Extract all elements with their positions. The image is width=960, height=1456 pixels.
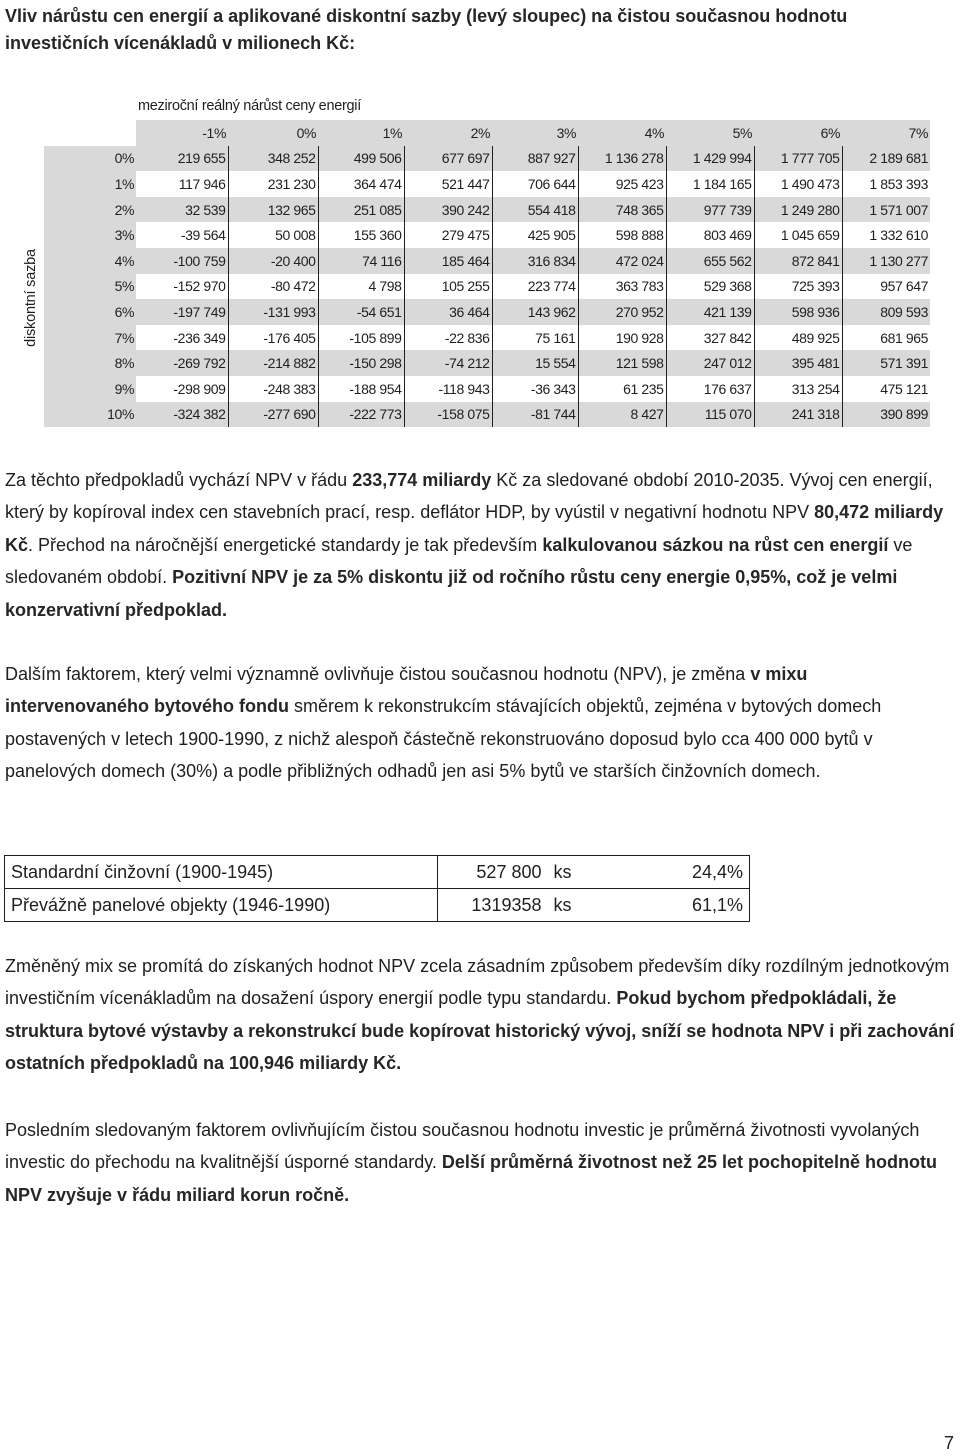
row-header: 8% <box>44 350 136 376</box>
table-cell: 1 332 610 <box>842 222 930 248</box>
table-cell: 748 365 <box>578 197 666 223</box>
table-cell: 155 360 <box>318 222 404 248</box>
table-cell: 421 139 <box>666 299 754 325</box>
table-cell: 8 427 <box>578 402 666 428</box>
table-cell: 499 506 <box>318 146 404 172</box>
table-cell: 957 647 <box>842 274 930 300</box>
table-cell: -131 993 <box>228 299 318 325</box>
table-cell: 2 189 681 <box>842 146 930 172</box>
table-cell: -324 382 <box>136 402 228 428</box>
table-cell: -150 298 <box>318 350 404 376</box>
table-cell: 15 554 <box>492 350 578 376</box>
table-row <box>44 299 930 325</box>
table-cell: -248 383 <box>228 376 318 402</box>
table-cell: 36 464 <box>404 299 492 325</box>
page-title: Vliv nárůstu cen energií a aplikované diskontní sazby (levý sloupec) na čistou současnou hodnotu investičních vícenákladů v milionech Kč: <box>5 6 848 53</box>
table-cell: 872 841 <box>754 248 842 274</box>
column-header: 7% <box>842 120 930 146</box>
table-cell: 725 393 <box>754 274 842 300</box>
mix-count: 527 800 <box>438 856 548 889</box>
table-cell: -158 075 <box>404 402 492 428</box>
table-cell: 247 012 <box>666 350 754 376</box>
table-cell: 1 490 473 <box>754 171 842 197</box>
npv-sensitivity-table <box>0 90 960 435</box>
row-header: 9% <box>44 376 136 402</box>
housing-mix-table <box>4 855 750 922</box>
table-cell: 395 481 <box>754 350 842 376</box>
mix-unit: ks <box>548 889 608 922</box>
table-cell: 390 899 <box>842 402 930 428</box>
row-header: 1% <box>44 171 136 197</box>
paragraph-mix-impact: Změněný mix se promítá do získaných hodnot NPV zcela zásadním způsobem především díky rozdílným jednotkovým investičním vícenákladům na dosažení úspory energií podle typu standardu. Pokud bychom předpokládali, že struktura bytové výstavby a rekonstrukcí bude kopírovat historický vývoj, sníží se hodnota NPV i při zachování ostatních předpokladů na 100,946 miliardy Kč. <box>5 956 955 1074</box>
table-cell: 706 644 <box>492 171 578 197</box>
table-corner <box>44 120 136 146</box>
table-cell: -39 564 <box>136 222 228 248</box>
table-cell: 598 936 <box>754 299 842 325</box>
table-cell: 32 539 <box>136 197 228 223</box>
table-row <box>44 222 930 248</box>
table-cell: 279 475 <box>404 222 492 248</box>
table-cell: 475 121 <box>842 376 930 402</box>
table-cell: -100 759 <box>136 248 228 274</box>
table-cell: -176 405 <box>228 325 318 351</box>
table-cell: 529 368 <box>666 274 754 300</box>
table-cell: 1 130 277 <box>842 248 930 274</box>
table-row <box>44 197 930 223</box>
mix-count: 1319358 <box>438 889 548 922</box>
table-cell: -105 899 <box>318 325 404 351</box>
table-cell: 4 798 <box>318 274 404 300</box>
table-row <box>44 325 930 351</box>
mix-share: 24,4% <box>608 856 750 889</box>
table-cell: 115 070 <box>666 402 754 428</box>
paragraph-lifetime: Posledním sledovaným faktorem ovlivňujícím čistou současnou hodnotu investic je průměrná životnosti vyvolaných investic do přechodu na kvalitnější úsporné standardy. Delší průměrná životnost než 25 let pochopitelně hodnotu NPV zvyšuje v řádu miliard korun ročně. <box>5 1120 937 1205</box>
table-row <box>44 146 930 172</box>
paragraph-housing-mix: Dalším faktorem, který velmi významně ovlivňuje čistou současnou hodnotu (NPV), je změna v mixu intervenovaného bytového fondu směrem k rekonstrukcím stávajících objektů, zejména v bytových domech postavených v letech 1900-1990, z nichž alespoň částečně rekonstruováno doposud bylo cca 400 000 bytů v panelových domech (30%) a podle přibližných odhadů jen asi 5% bytů ve starších činžovních domech. <box>5 664 882 782</box>
table-row <box>44 402 930 428</box>
table-cell: 677 697 <box>404 146 492 172</box>
column-header: 6% <box>754 120 842 146</box>
table-cell: -188 954 <box>318 376 404 402</box>
table-cell: 185 464 <box>404 248 492 274</box>
table-cell: 1 249 280 <box>754 197 842 223</box>
row-axis-label: diskontní sazba <box>23 248 39 347</box>
table-cell: 364 474 <box>318 171 404 197</box>
table-cell: -152 970 <box>136 274 228 300</box>
column-header: 2% <box>404 120 492 146</box>
table-cell: 571 391 <box>842 350 930 376</box>
table-cell: 425 905 <box>492 222 578 248</box>
column-header: 5% <box>666 120 754 146</box>
table-cell: 977 739 <box>666 197 754 223</box>
row-header: 5% <box>44 274 136 300</box>
row-header: 10% <box>44 402 136 428</box>
table-cell: -74 212 <box>404 350 492 376</box>
table-cell: 50 008 <box>228 222 318 248</box>
table-cell: -81 744 <box>492 402 578 428</box>
table-cell: 655 562 <box>666 248 754 274</box>
table-row <box>44 376 930 402</box>
row-header: 2% <box>44 197 136 223</box>
mix-share: 61,1% <box>608 889 750 922</box>
table-cell: 231 230 <box>228 171 318 197</box>
table-cell: 105 255 <box>404 274 492 300</box>
row-header: 4% <box>44 248 136 274</box>
row-header: 7% <box>44 325 136 351</box>
mix-type: Standardní činžovní (1900-1945) <box>5 856 438 889</box>
table-row <box>44 350 930 376</box>
table-cell: 598 888 <box>578 222 666 248</box>
table-cell: 1 777 705 <box>754 146 842 172</box>
table-cell: -214 882 <box>228 350 318 376</box>
table-cell: -277 690 <box>228 402 318 428</box>
row-header: 6% <box>44 299 136 325</box>
table-caption: meziroční reálný nárůst ceny energií <box>138 98 361 114</box>
table-row <box>5 889 750 922</box>
table-row <box>5 856 750 889</box>
column-header: 1% <box>318 120 404 146</box>
table-cell: 1 184 165 <box>666 171 754 197</box>
table-cell: 809 593 <box>842 299 930 325</box>
table-cell: 925 423 <box>578 171 666 197</box>
table-cell: 521 447 <box>404 171 492 197</box>
table-cell: 1 853 393 <box>842 171 930 197</box>
table-cell: 176 637 <box>666 376 754 402</box>
table-cell: 390 242 <box>404 197 492 223</box>
table-cell: -118 943 <box>404 376 492 402</box>
table-cell: 489 925 <box>754 325 842 351</box>
paragraph-npv-result: Za těchto předpokladů vychází NPV v řádu 233,774 miliardy Kč za sledované období 2010-2035. Vývoj cen energií, který by kopíroval index cen stavebních prací, resp. deflátor HDP, by vyústil v negativní hodnotu NPV 80,472 miliardy Kč. Přechod na náročnější energetické standardy je tak především kalkulovanou sázkou na růst cen energií ve sledovaném období. Pozitivní NPV je za 5% diskontu již od ročního růstu ceny energie 0,95%, což je velmi konzervativní předpoklad. <box>5 470 944 620</box>
table-cell: -222 773 <box>318 402 404 428</box>
table-cell: 681 965 <box>842 325 930 351</box>
npv-grid <box>44 120 930 427</box>
table-cell: 121 598 <box>578 350 666 376</box>
table-cell: -298 909 <box>136 376 228 402</box>
table-cell: 1 571 007 <box>842 197 930 223</box>
table-cell: -80 472 <box>228 274 318 300</box>
table-cell: 887 927 <box>492 146 578 172</box>
table-cell: -236 349 <box>136 325 228 351</box>
table-cell: 363 783 <box>578 274 666 300</box>
table-cell: 313 254 <box>754 376 842 402</box>
table-cell: 472 024 <box>578 248 666 274</box>
table-cell: 251 085 <box>318 197 404 223</box>
column-header: 3% <box>492 120 578 146</box>
table-cell: 219 655 <box>136 146 228 172</box>
row-header: 3% <box>44 222 136 248</box>
table-cell: -36 343 <box>492 376 578 402</box>
table-cell: 270 952 <box>578 299 666 325</box>
table-cell: 241 318 <box>754 402 842 428</box>
table-cell: -269 792 <box>136 350 228 376</box>
table-cell: 190 928 <box>578 325 666 351</box>
table-cell: 1 136 278 <box>578 146 666 172</box>
table-cell: 1 429 994 <box>666 146 754 172</box>
table-cell: 1 045 659 <box>754 222 842 248</box>
column-header: -1% <box>136 120 228 146</box>
table-cell: 74 116 <box>318 248 404 274</box>
table-row <box>44 248 930 274</box>
table-cell: 327 842 <box>666 325 754 351</box>
page-number: 7 <box>943 1433 954 1453</box>
table-cell: 554 418 <box>492 197 578 223</box>
mix-unit: ks <box>548 856 608 889</box>
table-cell: 143 962 <box>492 299 578 325</box>
table-cell: -22 836 <box>404 325 492 351</box>
table-cell: -20 400 <box>228 248 318 274</box>
table-row <box>44 274 930 300</box>
row-header: 0% <box>44 146 136 172</box>
column-header: 0% <box>228 120 318 146</box>
table-cell: 132 965 <box>228 197 318 223</box>
table-cell: -197 749 <box>136 299 228 325</box>
table-cell: -54 651 <box>318 299 404 325</box>
column-header: 4% <box>578 120 666 146</box>
table-cell: 348 252 <box>228 146 318 172</box>
table-cell: 223 774 <box>492 274 578 300</box>
table-row <box>44 171 930 197</box>
table-cell: 75 161 <box>492 325 578 351</box>
mix-type: Převážně panelové objekty (1946-1990) <box>5 889 438 922</box>
table-cell: 316 834 <box>492 248 578 274</box>
table-cell: 117 946 <box>136 171 228 197</box>
table-cell: 803 469 <box>666 222 754 248</box>
table-cell: 61 235 <box>578 376 666 402</box>
